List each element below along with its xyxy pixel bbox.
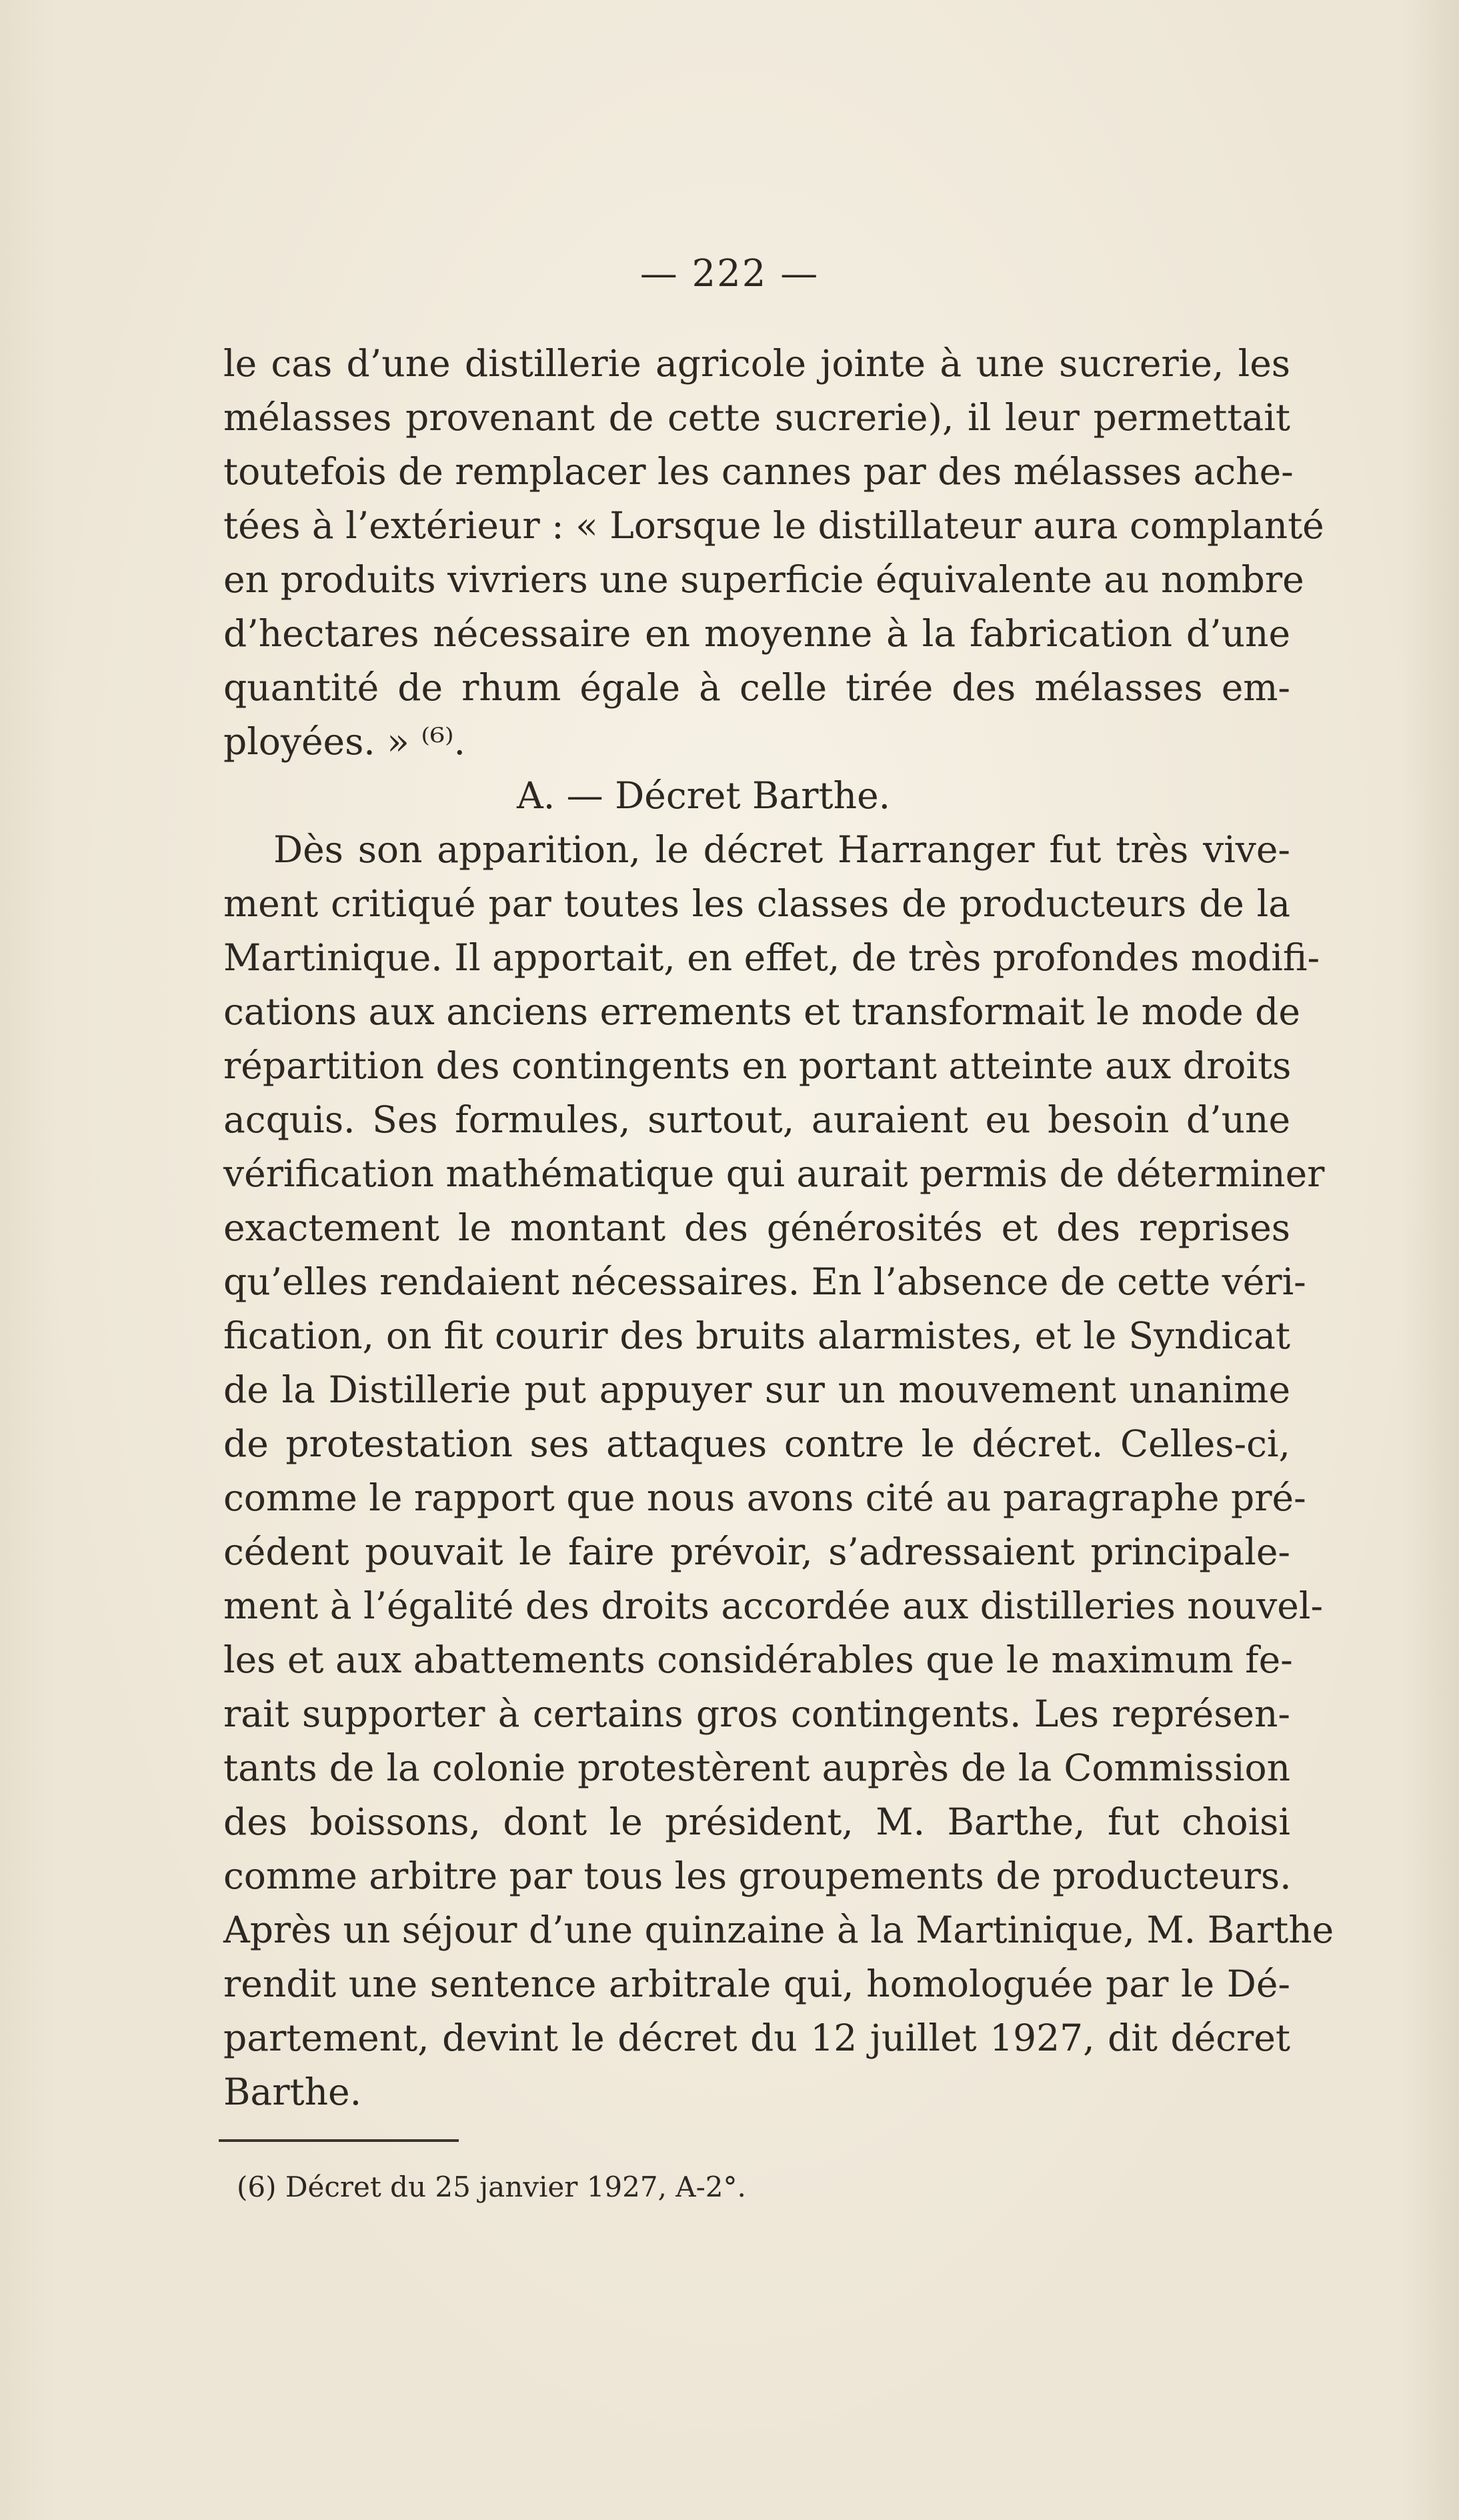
text-line: comme le rapport que nous avons cité au paragraphe pré- [223,1476,1306,1519]
text-line: en produits vivriers une superficie équivalente au nombre [223,558,1304,601]
footnote: (6) Décret du 25 janvier 1927, A-2°. [237,2171,746,2203]
text-line: ployées. » ⁽⁶⁾. [223,720,465,763]
text-line: de protestation ses attaques contre le décret. Celles-ci, [223,1422,1290,1465]
text-line: d’hectares nécessaire en moyenne à la fabrication d’une [223,612,1290,655]
text-line: de la Distillerie put appuyer sur un mouvement unanime [223,1368,1290,1411]
section-heading: A. — Décret Barthe. [517,774,891,817]
text-line: vérification mathématique qui aurait permis de déterminer [223,1152,1325,1195]
text-line: rendit une sentence arbitrale qui, homologuée par le Dé- [223,1963,1290,2005]
text-line: tées à l’extérieur : « Lorsque le distillateur aura complanté [223,504,1324,547]
text-line: Dès son apparition, le décret Harranger fut très vive- [273,828,1290,871]
text-line: répartition des contingents en portant atteinte aux droits [223,1044,1292,1087]
text-line: toutefois de remplacer les cannes par des mélasses ache- [223,450,1294,493]
text-line: le cas d’une distillerie agricole jointe à une sucrerie, les [223,342,1290,385]
text-line: Après un séjour d’une quinzaine à la Martinique, M. Barthe [223,1909,1334,1951]
text-line: tants de la colonie protestèrent auprès de la Commission [223,1746,1290,1789]
text-line: acquis. Ses formules, surtout, auraient eu besoin d’une [223,1098,1290,1141]
text-line: fication, on fit courir des bruits alarmistes, et le Syndicat [223,1314,1290,1357]
text-line: cédent pouvait le faire prévoir, s’adressaient principale- [223,1530,1290,1573]
body-text [223,337,1334,2119]
text-line: mélasses provenant de cette sucrerie), il leur permettait [223,396,1290,439]
text-line: quantité de rhum égale à celle tirée des mélasses em- [223,666,1290,709]
text-line: Martinique. Il apportait, en effet, de très profondes modifi- [223,936,1320,979]
text-line: exactement le montant des générosités et des reprises [223,1206,1290,1249]
text-line: cations aux anciens errements et transformait le mode de [223,990,1300,1033]
text-line: les et aux abattements considérables que le maximum fe- [223,1638,1293,1681]
text-line: ment critiqué par toutes les classes de producteurs de la [223,882,1290,925]
text-line: comme arbitre par tous les groupements de producteurs. [223,1854,1292,1897]
text-line: des boissons, dont le président, M. Barthe, fut choisi [223,1800,1290,1843]
text-line: qu’elles rendaient nécessaires. En l’absence de cette véri- [223,1260,1306,1303]
text-line: ment à l’égalité des droits accordée aux distilleries nouvel- [223,1584,1324,1627]
page-number: — 222 — [639,252,820,295]
text-line: partement, devint le décret du 12 juillet 1927, dit décret [223,2017,1290,2059]
text-line: Barthe. [223,2071,362,2113]
footnote-divider [219,2139,459,2142]
text-line: rait supporter à certains gros contingents. Les représen- [223,1692,1290,1735]
